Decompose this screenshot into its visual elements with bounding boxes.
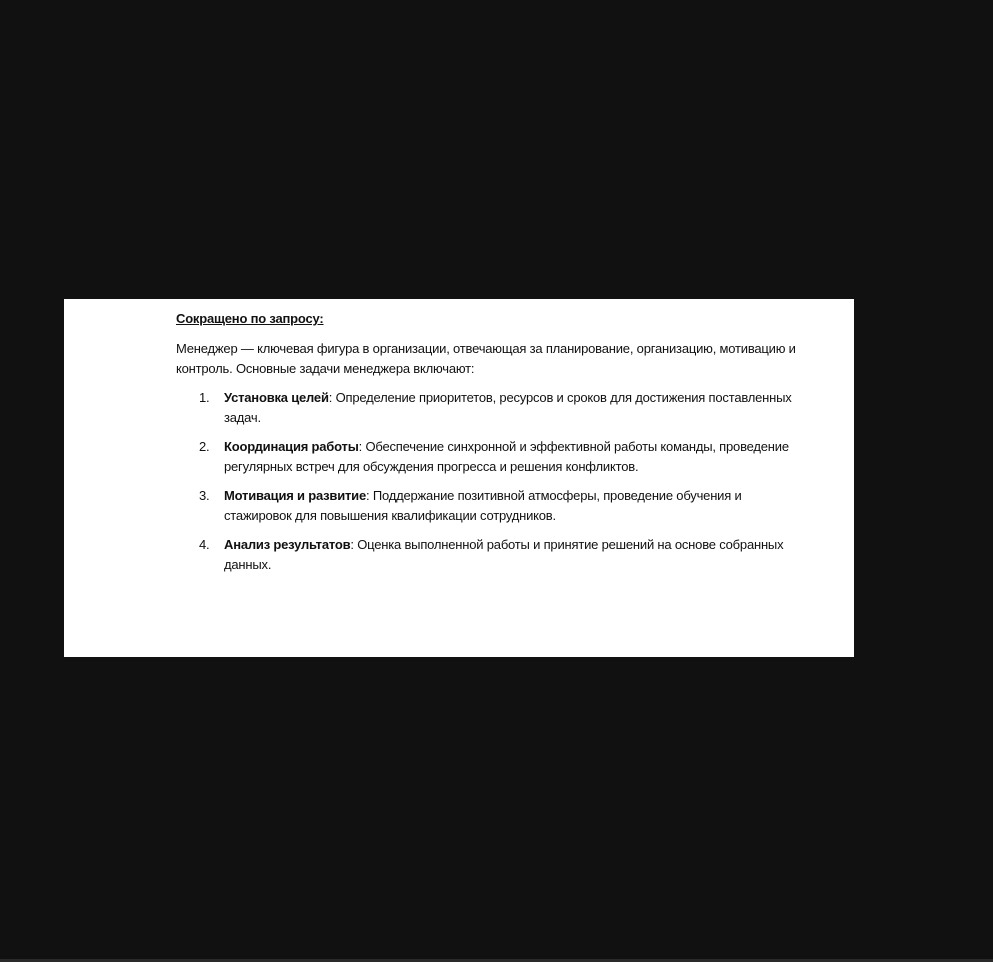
list-item-text: : Оценка выполненной работы и принятие решений на основе собранных данных. — [224, 537, 784, 572]
document-page — [64, 299, 854, 657]
document-heading: Сокращено по запросу: — [176, 311, 324, 326]
list-item — [176, 437, 796, 477]
list-item-text: : Обеспечение синхронной и эффективной работы команды, проведение регулярных встреч для обсуждения прогресса и решения конфликтов. — [224, 439, 789, 474]
list-item-number: 4. — [199, 537, 210, 552]
list-item-term: Установка целей — [224, 390, 329, 405]
list-item-term: Мотивация и развитие — [224, 488, 367, 503]
list-item — [176, 535, 796, 575]
document-content — [176, 309, 796, 584]
list-item-text: : Поддержание позитивной атмосферы, проведение обучения и стажировок для повышения квалификации сотрудников. — [224, 488, 742, 523]
task-list — [176, 388, 796, 575]
list-item — [176, 388, 796, 428]
list-item-term: Координация работы — [224, 439, 359, 454]
list-item-term: Анализ результатов — [224, 537, 351, 552]
list-item — [176, 486, 796, 526]
list-item-text: : Определение приоритетов, ресурсов и сроков для достижения поставленных задач. — [224, 390, 792, 425]
list-item-number: 1. — [199, 390, 210, 405]
intro-paragraph: Менеджер — ключевая фигура в организации, отвечающая за планирование, организацию, мотивацию и контроль. Основные задачи менеджера включают: — [176, 341, 796, 376]
list-item-number: 3. — [199, 488, 210, 503]
list-item-number: 2. — [199, 439, 210, 454]
